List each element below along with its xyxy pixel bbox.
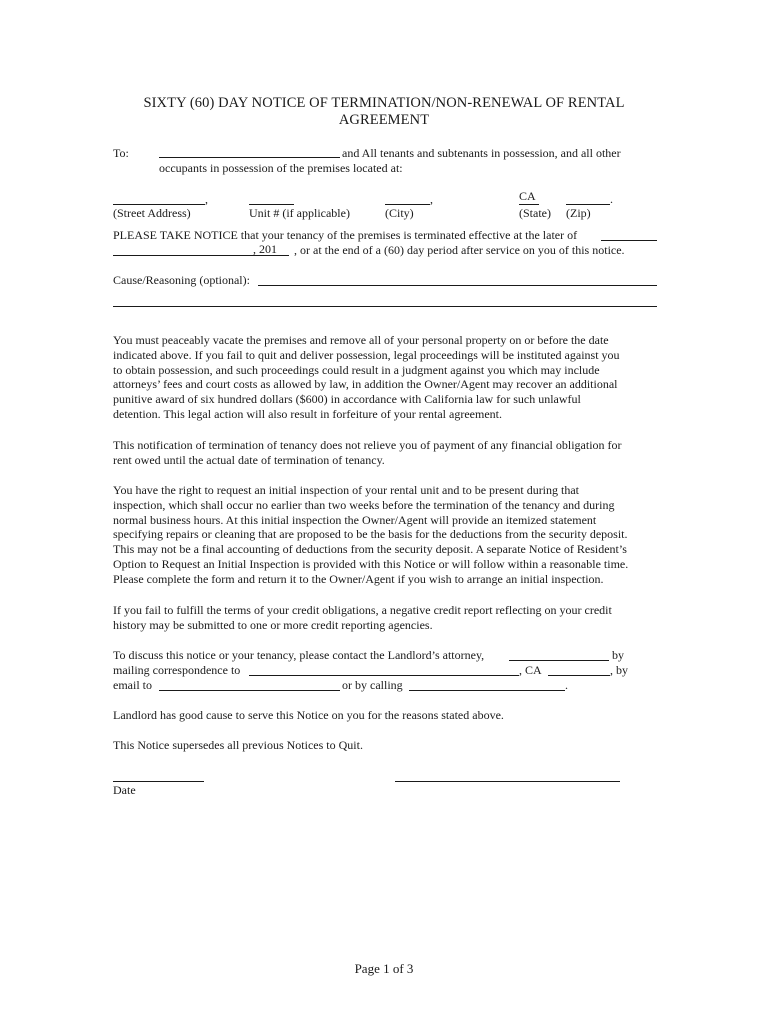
address-comma-1: , xyxy=(205,192,208,206)
zip-blank[interactable] xyxy=(566,204,610,205)
address-period: . xyxy=(610,192,613,206)
city-blank[interactable] xyxy=(385,204,430,205)
zip-label: (Zip) xyxy=(566,206,591,220)
cause-blank-1[interactable] xyxy=(258,285,657,286)
mailing-label: mailing correspondence to xyxy=(113,663,241,677)
mailing-address-blank[interactable] xyxy=(249,675,519,676)
termination-month-day-blank[interactable] xyxy=(113,255,253,256)
signature-blank[interactable] xyxy=(395,781,620,782)
mailing-ca: , CA xyxy=(519,663,542,677)
email-blank[interactable] xyxy=(159,690,340,691)
email-label: email to xyxy=(113,678,152,692)
contact-period: . xyxy=(565,678,568,692)
to-text-line-2: occupants in possession of the premises located at: xyxy=(159,161,403,175)
mailing-zip-blank[interactable] xyxy=(548,675,610,676)
financial-paragraph: This notification of termination of tenancy does not relieve you of payment of any financial obligation for rent owed until the actual date of termination of tenancy. xyxy=(113,438,622,467)
title-line-2: AGREEMENT xyxy=(338,112,430,128)
unit-number-blank[interactable] xyxy=(249,204,294,205)
supersedes-statement: This Notice supersedes all previous Notices to Quit. xyxy=(113,738,363,752)
notice-line-2: , or at the end of a (60) day period after service on you of this notice. xyxy=(294,243,625,257)
contact-line-1: To discuss this notice or your tenancy, please contact the Landlord’s attorney, xyxy=(113,648,485,662)
street-address-blank[interactable] xyxy=(113,204,205,205)
notice-line-1: PLEASE TAKE NOTICE that your tenancy of the premises is terminated effective at the later of xyxy=(113,228,578,242)
contact-by-2: , by xyxy=(610,663,628,677)
date-blank[interactable] xyxy=(113,781,204,782)
to-label: To: xyxy=(113,146,129,160)
title-line-1: SIXTY (60) DAY NOTICE OF TERMINATION/NON-RENEWAL OF RENTAL xyxy=(143,95,625,111)
address-comma-2: , xyxy=(430,192,433,206)
attorney-name-blank[interactable] xyxy=(509,660,609,661)
credit-paragraph: If you fail to fulfill the terms of your credit obligations, a negative credit report reflecting on your credit history may be submitted to one or more credit reporting agencies. xyxy=(113,603,612,632)
city-label: (City) xyxy=(385,206,414,220)
termination-date-blank[interactable] xyxy=(601,240,657,241)
state-underline xyxy=(519,204,539,205)
document-title xyxy=(113,95,655,129)
tenant-name-blank[interactable] xyxy=(159,157,340,158)
inspection-paragraph: You have the right to request an initial inspection of your rental unit and to be present during that inspection, which shall occur no earlier than two weeks before the termination of the tenancy and during normal business hours. At this initial inspection the Owner/Agent will provide an itemized statement specifying repairs or cleaning that are proposed to be the basis for the deductions from the security deposit. This may not be a final accounting of deductions from the security deposit. A separate Notice of Resident’s Option to Request an Initial Inspection is provided with this Notice or will follow within a reasonable time. Please complete the form and return it to the Owner/Agent if you wish to arrange an initial inspection. xyxy=(113,483,629,586)
year-prefix: , 201 xyxy=(253,243,289,256)
state-value: CA xyxy=(519,189,536,203)
unit-label: Unit # (if applicable) xyxy=(249,206,350,220)
cause-blank-2[interactable] xyxy=(113,306,657,307)
state-label: (State) xyxy=(519,206,551,220)
or-calling-label: or by calling xyxy=(342,678,403,692)
date-label: Date xyxy=(113,783,136,797)
vacate-paragraph: You must peaceably vacate the premises and remove all of your personal property on or before the date indicated above. If you fail to quit and deliver possession, legal proceedings will be instituted against you to obtain possession, and such proceedings could result in a judgment against you which may include attorneys’ fees and court costs as allowed by law, in addition the Owner/Agent may recover an additional punitive award of six hundred dollars ($600) in accordance with California law for such unlawful detention. This legal action will also result in forfeiture of your rental agreement. xyxy=(113,333,620,421)
phone-blank[interactable] xyxy=(409,690,565,691)
contact-by-1: by xyxy=(612,648,624,662)
page-number: Page 1 of 3 xyxy=(354,961,414,976)
cause-label: Cause/Reasoning (optional): xyxy=(113,273,250,287)
to-text-line-1: and All tenants and subtenants in possession, and all other xyxy=(342,146,621,160)
street-address-label: (Street Address) xyxy=(113,206,191,220)
good-cause-statement: Landlord has good cause to serve this Notice on you for the reasons stated above. xyxy=(113,708,504,722)
